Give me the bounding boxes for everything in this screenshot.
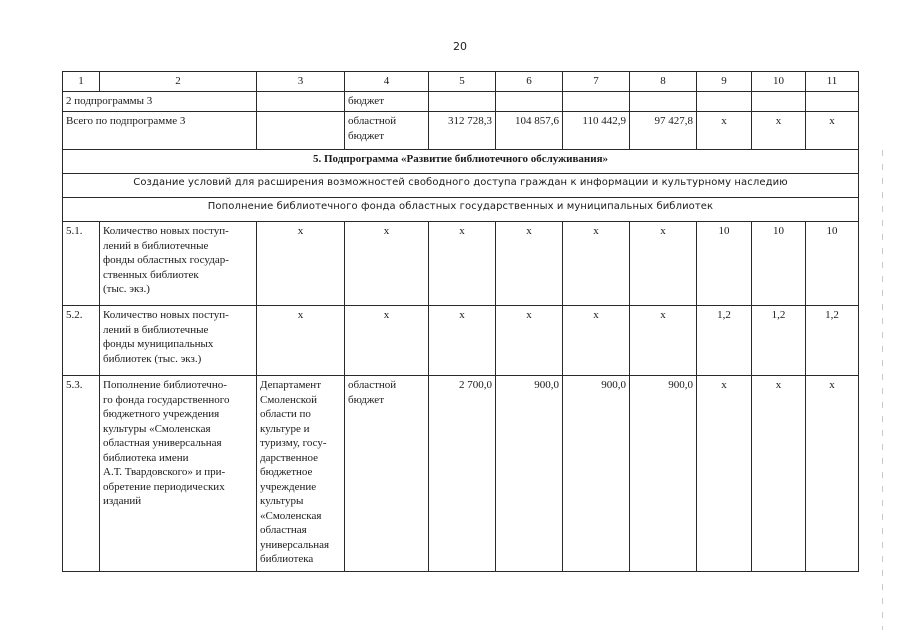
section-row — [63, 150, 859, 174]
indicator-year2-cell: х — [752, 112, 806, 150]
header-cell-5: 5 — [429, 72, 496, 92]
amount-year3-cell: х — [630, 306, 697, 376]
header-cell-6: 6 — [496, 72, 563, 92]
subprogram-continuation-label: 2 подпрограммы 3 — [63, 92, 257, 112]
funding-source-cell: областной бюджет — [345, 112, 429, 150]
amount-total-cell: 312 728,3 — [429, 112, 496, 150]
funding-source-cell: бюджет — [345, 92, 429, 112]
item-number: 5.3. — [63, 376, 100, 572]
amount-year1-cell: 900,0 — [496, 376, 563, 572]
indicator-year1-cell: 10 — [697, 222, 752, 306]
scan-artifact-line — [882, 150, 883, 630]
amount-total-cell: х — [429, 222, 496, 306]
page-number: 20 — [453, 40, 467, 53]
section-title: 5. Подпрограмма «Развитие библиотечного обслуживания» — [63, 150, 859, 174]
amount-year3-cell: 97 427,8 — [630, 112, 697, 150]
header-cell-1: 1 — [63, 72, 100, 92]
header-cell-9: 9 — [697, 72, 752, 92]
indicator-year1-cell: х — [697, 376, 752, 572]
amount-year2-cell: 900,0 — [563, 376, 630, 572]
header-cell-4: 4 — [345, 72, 429, 92]
indicator-year1-cell: 1,2 — [697, 306, 752, 376]
indicator-year3-cell: х — [806, 376, 859, 572]
indicator-year2-cell: 1,2 — [752, 306, 806, 376]
header-row — [63, 72, 859, 92]
empty-cell — [563, 92, 630, 112]
empty-cell — [257, 92, 345, 112]
table-row — [63, 112, 859, 150]
table-row — [63, 306, 859, 376]
item-name: Количество новых поступ- лений в библиотечные фонды областных государ- ственных библиотек (тыс. экз.) — [100, 222, 257, 306]
indicator-year2-cell: х — [752, 376, 806, 572]
indicator-year2-cell: 10 — [752, 222, 806, 306]
header-cell-7: 7 — [563, 72, 630, 92]
amount-year3-cell: х — [630, 222, 697, 306]
header-cell-11: 11 — [806, 72, 859, 92]
header-cell-8: 8 — [630, 72, 697, 92]
funding-source-cell: областной бюджет — [345, 376, 429, 572]
section-goal: Создание условий для расширения возможностей свободного доступа граждан к информации и культурному наследию — [63, 174, 859, 198]
empty-cell — [806, 92, 859, 112]
indicator-year3-cell: 10 — [806, 222, 859, 306]
header-cell-2: 2 — [100, 72, 257, 92]
amount-year2-cell: 110 442,9 — [563, 112, 630, 150]
amount-year2-cell: х — [563, 306, 630, 376]
item-name: Пополнение библиотечно- го фонда государственного бюджетного учреждения культуры «Смоленская областная универсальная библиотека имени А.Т. Твардовского» и при- обретение периодических изданий — [100, 376, 257, 572]
empty-cell — [496, 92, 563, 112]
program-table — [62, 71, 859, 572]
empty-cell — [429, 92, 496, 112]
subprogram-total-label: Всего по подпрограмме 3 — [63, 112, 257, 150]
table-row — [63, 376, 859, 572]
funding-source-cell: х — [345, 222, 429, 306]
header-cell-10: 10 — [752, 72, 806, 92]
section-task: Пополнение библиотечного фонда областных государственных и муниципальных библиотек — [63, 198, 859, 222]
indicator-year3-cell: х — [806, 112, 859, 150]
item-name: Количество новых поступ- лений в библиотечные фонды муниципальных библиотек (тыс. экз.) — [100, 306, 257, 376]
table-row — [63, 222, 859, 306]
executor-cell: х — [257, 306, 345, 376]
executor-cell: Департамент Смоленской области по культуре и туризму, госу- дарственное бюджетное учреждение культуры «Смоленская областная универсальная библиотека — [257, 376, 345, 572]
empty-cell — [697, 92, 752, 112]
indicator-year1-cell: х — [697, 112, 752, 150]
amount-year1-cell: х — [496, 306, 563, 376]
amount-total-cell: 2 700,0 — [429, 376, 496, 572]
empty-cell — [630, 92, 697, 112]
table-row — [63, 92, 859, 112]
item-number: 5.1. — [63, 222, 100, 306]
indicator-year3-cell: 1,2 — [806, 306, 859, 376]
amount-year2-cell: х — [563, 222, 630, 306]
goal-row — [63, 174, 859, 198]
amount-year3-cell: 900,0 — [630, 376, 697, 572]
header-cell-3: 3 — [257, 72, 345, 92]
executor-cell: х — [257, 222, 345, 306]
item-number: 5.2. — [63, 306, 100, 376]
amount-year1-cell: х — [496, 222, 563, 306]
empty-cell — [752, 92, 806, 112]
funding-source-cell: х — [345, 306, 429, 376]
task-row — [63, 198, 859, 222]
empty-cell — [257, 112, 345, 150]
amount-year1-cell: 104 857,6 — [496, 112, 563, 150]
amount-total-cell: х — [429, 306, 496, 376]
